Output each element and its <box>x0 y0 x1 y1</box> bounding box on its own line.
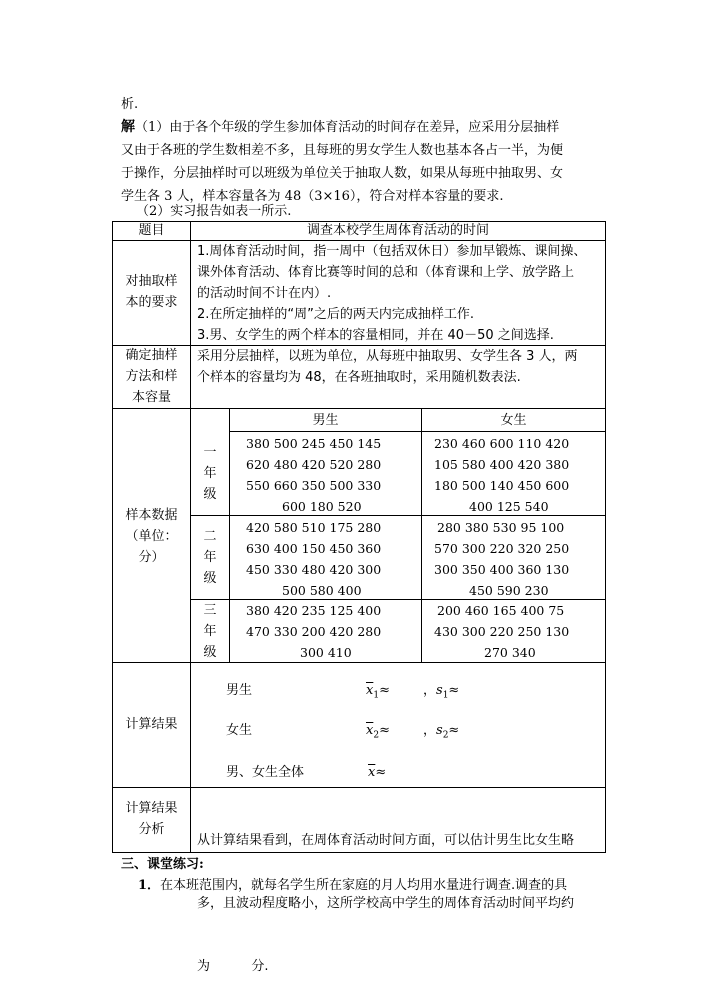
grade1-label: 一 年 级 <box>203 445 217 502</box>
calc-male-mean: $\overline{x}_1\approx$ <box>366 683 390 701</box>
grade2-female-row: 300 350 400 360 130 <box>434 562 570 577</box>
grade2-male-row: 630 400 150 450 360 <box>246 541 382 556</box>
calc-male-sd: ，$s_1\approx$ <box>423 683 460 701</box>
grade3-label: 三 年 级 <box>203 603 217 660</box>
req-line: 课外体育活动、体育比赛等时间的总和（体育课和上学、放学路上 <box>197 265 575 280</box>
req-line: 3.男、女学生的两个样本的容量相同，并在 40－50 之间选择. <box>197 328 554 343</box>
calc-female-mean: $\overline{x}_2\approx$ <box>366 723 390 741</box>
section3-item1: 1．在本班范围内，就每名学生所在家庭的月人均用水量进行调查.调查的具 <box>138 878 568 893</box>
method-line: 个样本的容量均为 48，在各班抽取时，采用随机数表法. <box>197 370 521 385</box>
grade1-male-row: 620 480 420 520 280 <box>246 457 382 472</box>
method-content <box>197 346 605 388</box>
male-header: 男生 <box>312 413 339 428</box>
grade2-male-row: 420 580 510 175 280 <box>246 520 382 535</box>
grade1-female-row: 400 125 540 <box>469 499 549 514</box>
grade2-male-row: 500 580 400 <box>282 583 362 598</box>
calc-all-mean: $\overline{x}\approx$ <box>368 765 387 780</box>
header-topic-label: 题目 <box>138 223 165 238</box>
analysis-label: 计算结果 分析 <box>125 801 178 837</box>
req-line: 的活动时间不计在内）. <box>197 286 332 301</box>
solution-label: 解 <box>121 119 135 135</box>
calc-male-label: 男生 <box>226 683 253 698</box>
method-line: 采用分层抽样，以班为单位，从每班中抽取男、女学生各 3 人，两 <box>197 349 578 364</box>
calc-female-label: 女生 <box>226 723 253 738</box>
req-line: 2.在所定抽样的“周”之后的两天内完成抽样工作. <box>197 307 475 322</box>
solution-line1-text: （1）由于各个年级的学生参加体育活动的时间存在差异，应采用分层抽样 <box>135 120 560 135</box>
calc-label: 计算结果 <box>125 717 178 732</box>
grade1-female-row: 180 500 140 450 600 <box>434 478 570 493</box>
analysis-content <box>197 788 605 998</box>
grade3-male-row: 300 410 <box>300 645 352 660</box>
grade1-male-row: 380 500 245 450 145 <box>246 436 382 451</box>
calc-female-sd: ，$s_2\approx$ <box>423 723 460 741</box>
method-label: 确定抽样 方法和样 本容量 <box>125 348 178 405</box>
grade2-female-row: 280 380 530 95 100 <box>437 520 565 535</box>
req-line: 1.周体育活动时间，指一周中（包括双休日）参加早锻炼、课间操、 <box>197 244 587 259</box>
intro-line0: 析. <box>121 97 139 112</box>
analysis-line: 多，且波动程度略小，这所学校高中学生的周体育活动时间平均约 <box>197 896 575 911</box>
grade2-male-row: 450 330 480 420 300 <box>246 562 382 577</box>
calc-all-label: 男、女生全体 <box>226 765 305 780</box>
analysis-line: 从计算结果看到，在周体育活动时间方面，可以估计男生比女生略 <box>197 833 575 848</box>
analysis-line: 为 分. <box>197 959 269 974</box>
solution-line1 <box>121 120 559 135</box>
section3-title: 三、课堂练习: <box>121 857 204 872</box>
grade3-male-row: 380 420 235 125 400 <box>246 603 382 618</box>
grade1-male-row: 600 180 520 <box>282 499 362 514</box>
female-header: 女生 <box>500 413 527 428</box>
grade3-female-row: 430 300 220 250 130 <box>434 624 570 639</box>
req-label: 对抽取样 本的要求 <box>125 274 178 310</box>
sample-label: 样本数据 （单位： 分） <box>125 508 178 565</box>
grade2-female-row: 570 300 220 320 250 <box>434 541 570 556</box>
req-content <box>197 241 605 346</box>
solution-line3: 于操作，分层抽样时可以班级为单位关于抽取人数，如果从每班中抽取男、女 <box>121 166 564 181</box>
grade1-female-row: 105 580 400 420 380 <box>434 457 570 472</box>
solution-line4: 学生各 3 人，样本容量各为 48（3×16），符合对样本容量的要求. <box>121 189 504 204</box>
grade1-female-row: 230 460 600 110 420 <box>434 436 570 451</box>
grade3-female-row: 200 460 165 400 75 <box>437 603 565 618</box>
grade3-male-row: 470 330 200 420 280 <box>246 624 382 639</box>
part2-line: （2）实习报告如表一所示. <box>136 204 292 219</box>
grade1-male-row: 550 660 350 500 330 <box>246 478 382 493</box>
solution-line2: 又由于各班的学生数相差不多，且每班的男女学生人数也基本各占一半，为便 <box>121 143 564 158</box>
grade3-female-row: 270 340 <box>484 645 536 660</box>
grade2-female-row: 450 590 230 <box>469 583 549 598</box>
grade2-label: 二 年 级 <box>203 529 217 586</box>
header-topic-title: 调查本校学生周体育活动的时间 <box>306 223 489 238</box>
